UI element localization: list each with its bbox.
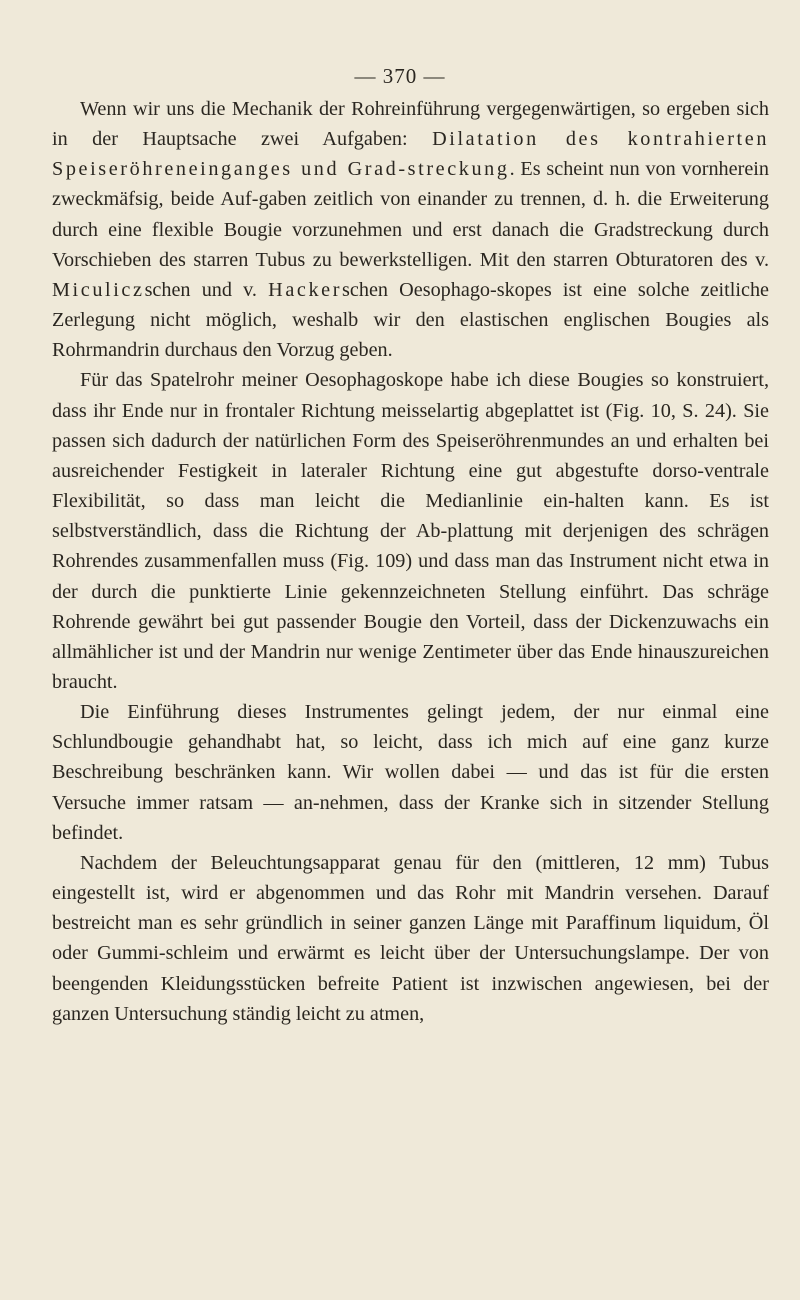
text-run: schen und v. [144, 278, 269, 301]
page-number: — 370 — [354, 64, 446, 88]
paragraph [52, 94, 769, 365]
text-run: schen Oesophago-skopes ist eine solche zeitliche Zerlegung nicht möglich, weshalb wir den elastischen englischen Bougies als Rohrmandrin durchaus den Vorzug geben. [52, 278, 769, 362]
paragraph [52, 365, 769, 697]
text-run: Für das Spatelrohr meiner Oesophagoskope habe ich diese Bougies so konstruiert, dass ihr Ende nur in frontaler Richtung meisselartig abgeplattet ist (Fig. 10, S. 24). Sie passen sich dadurch der natürlichen Form des Speiseröhrenmundes an und erhalten bei ausreichender Festigkeit in lateraler Richtung eine gut abgestufte dorso-ventrale Flexibilität, so dass man leicht die Medianlinie ein-halten kann. Es ist selbstverständlich, dass die Richtung der Ab-plattung mit derjenigen des schrägen Rohrendes zusammenfallen muss (Fig. 109) und dass man das Instrument nicht etwa in der durch die punktierte Linie gekennzeichneten Stellung einführt. Das schräge Rohrende gewährt bei gut passender Bougie den Vorteil, dass der Dickenzuwachs ein allmählicher ist und der Mandrin nur wenige Zentimeter über das Ende hinauszureichen braucht. [52, 369, 769, 693]
text-run: . Es scheint nun von vornherein zweckmäfsig, beide Auf-gaben zeitlich von einander zu trennen, d. h. die Erweiterung durch eine flexible Bougie vorzunehmen und erst danach die Gradstreckung durch Vorschieben des starren Tubus zu bewerkstelligen. Mit den starren Obturatoren des v. [52, 158, 769, 271]
paragraph [52, 697, 769, 848]
body-text [52, 94, 769, 1029]
spaced-name-hacker: Hacker [268, 278, 343, 301]
spaced-name-miculicz: Miculicz [52, 278, 145, 301]
text-run: Nachdem der Beleuchtungsapparat genau für den (mittleren, 12 mm) Tubus eingestellt ist, wird er abgenommen und das Rohr mit Mandrin versehen. Darauf bestreicht man es sehr gründlich in seiner ganzen Länge mit Paraffinum liquidum, Öl oder Gummi-schleim und erwärmt es leicht über der Untersuchungslampe. Der von beengenden Kleidungsstücken befreite Patient ist inzwischen angewiesen, bei der ganzen Untersuchung ständig leicht zu atmen, [52, 851, 769, 1025]
spaced-term-dilatation: Dilatation des kontrahierten Speiseröhreneinganges und Grad-streckung [52, 128, 770, 181]
paragraph [52, 848, 769, 1029]
text-run: Die Einführung dieses Instrumentes gelingt jedem, der nur einmal eine Schlundbougie gehandhabt hat, so leicht, dass ich mich auf eine ganz kurze Beschreibung beschränken kann. Wir wollen dabei — und das ist für die ersten Versuche immer ratsam — an-nehmen, dass der Kranke sich in sitzender Stellung befindet. [52, 701, 769, 844]
text-run: Wenn wir uns die Mechanik der Rohreinführung vergegenwärtigen, so ergeben sich in der Hauptsache zwei Aufgaben: [52, 98, 769, 151]
